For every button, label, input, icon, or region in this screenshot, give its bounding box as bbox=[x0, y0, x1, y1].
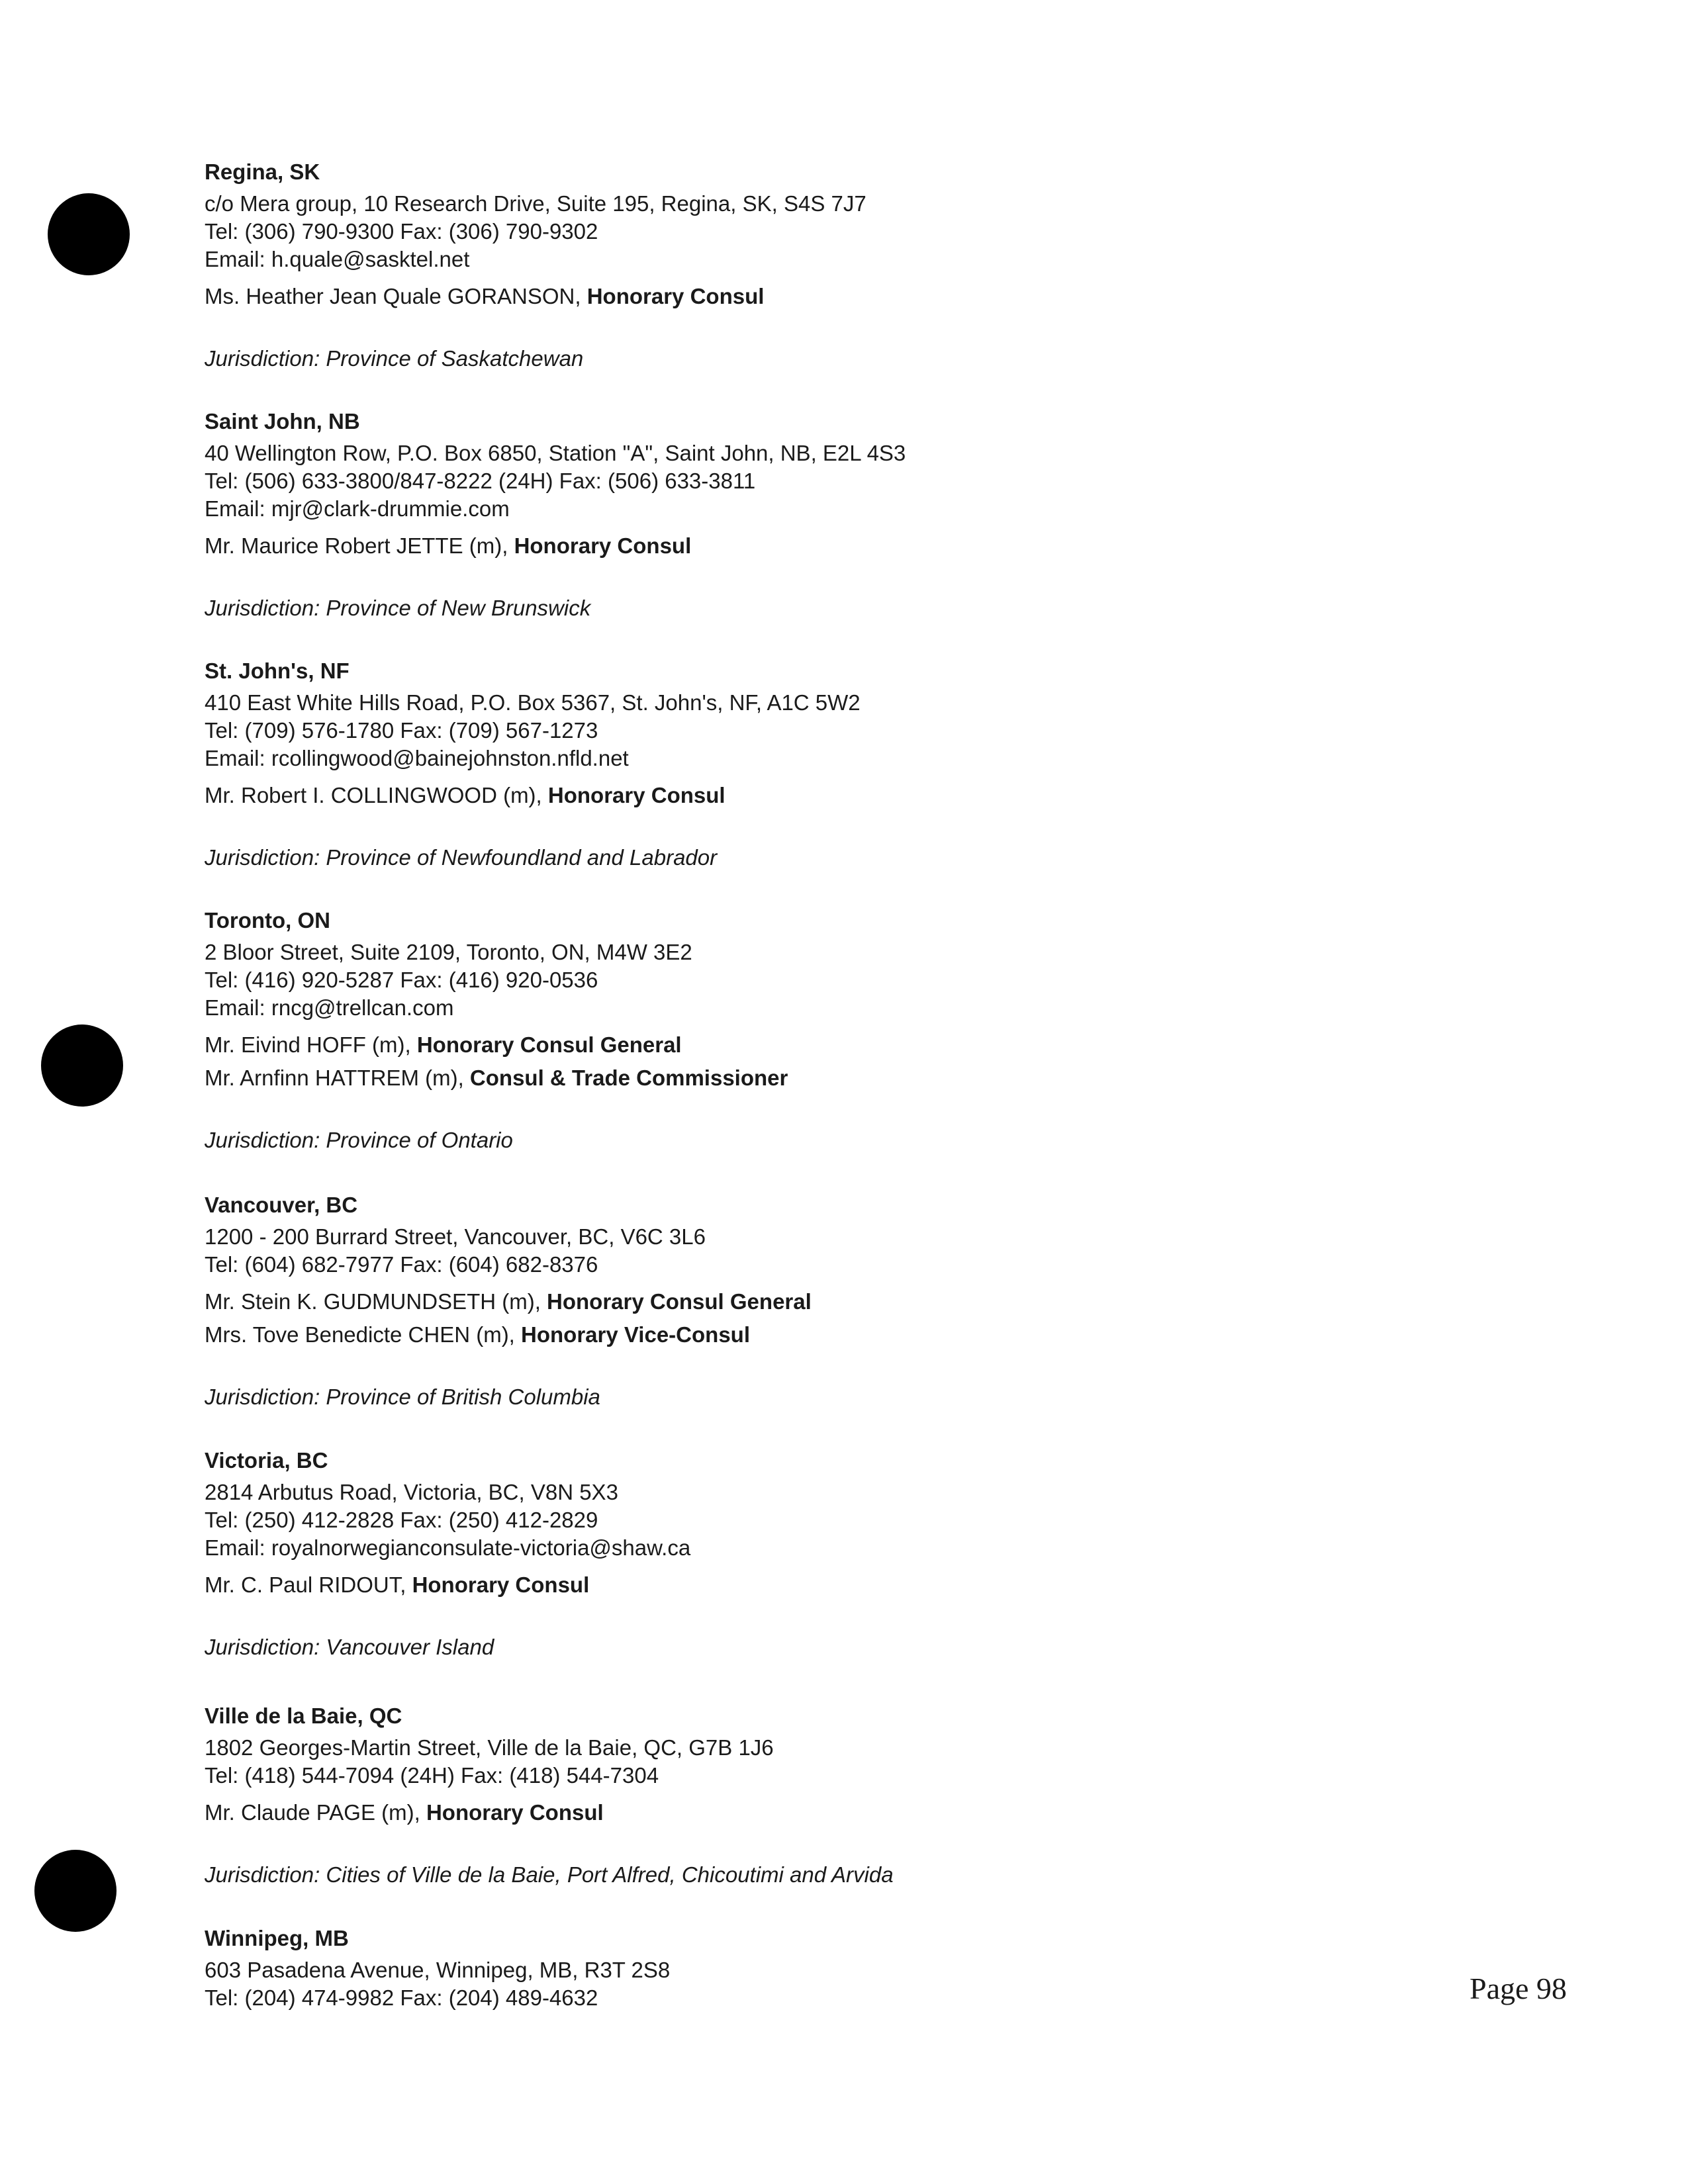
consul-line bbox=[205, 1571, 1462, 1599]
consulate-entry-ville-de-la-baie bbox=[205, 1702, 1462, 1889]
city-heading: Saint John, NB bbox=[205, 409, 360, 433]
consul-line bbox=[205, 1799, 1462, 1827]
address-line: 2814 Arbutus Road, Victoria, BC, V8N 5X3 bbox=[205, 1480, 618, 1504]
consul-role: Honorary Vice-Consul bbox=[521, 1322, 750, 1347]
consul-name: Mr. Arnfinn HATTREM (m), bbox=[205, 1066, 470, 1090]
city-heading: Toronto, ON bbox=[205, 908, 331, 933]
phone-line: Tel: (709) 576-1780 Fax: (709) 567-1273 bbox=[205, 718, 598, 743]
punch-hole-top bbox=[48, 193, 130, 275]
consul-name: Ms. Heather Jean Quale GORANSON, bbox=[205, 284, 587, 308]
consulate-entry-regina bbox=[205, 158, 1462, 373]
consul-name: Mrs. Tove Benedicte CHEN (m), bbox=[205, 1322, 522, 1347]
jurisdiction-line: Jurisdiction: Province of Newfoundland and Labrador bbox=[205, 845, 718, 870]
consul-name: Mr. C. Paul RIDOUT, bbox=[205, 1572, 412, 1597]
consulate-entry-st-johns bbox=[205, 657, 1462, 872]
consul-name: Mr. Claude PAGE (m), bbox=[205, 1800, 426, 1825]
city-heading: Vancouver, BC bbox=[205, 1193, 358, 1217]
email-line: Email: rncg@trellcan.com bbox=[205, 995, 454, 1020]
jurisdiction-line: Jurisdiction: Vancouver Island bbox=[205, 1635, 494, 1659]
address-line: 2 Bloor Street, Suite 2109, Toronto, ON, M4W 3E2 bbox=[205, 940, 692, 964]
email-line: Email: h.quale@sasktel.net bbox=[205, 247, 470, 271]
punch-hole-middle bbox=[41, 1024, 123, 1107]
city-heading: Ville de la Baie, QC bbox=[205, 1704, 402, 1728]
email-line: Email: rcollingwood@bainejohnston.nfld.net bbox=[205, 746, 629, 770]
jurisdiction-line: Jurisdiction: Province of Ontario bbox=[205, 1128, 513, 1152]
consul-line bbox=[205, 1064, 1462, 1092]
phone-line: Tel: (250) 412-2828 Fax: (250) 412-2829 bbox=[205, 1508, 598, 1532]
address-line: 1200 - 200 Burrard Street, Vancouver, BC, V6C 3L6 bbox=[205, 1224, 706, 1249]
jurisdiction-line: Jurisdiction: Province of New Brunswick bbox=[205, 596, 591, 620]
consul-name: Mr. Robert I. COLLINGWOOD (m), bbox=[205, 783, 548, 807]
address-line: c/o Mera group, 10 Research Drive, Suite 195, Regina, SK, S4S 7J7 bbox=[205, 191, 867, 216]
consul-role: Honorary Consul bbox=[412, 1572, 590, 1597]
jurisdiction-line: Jurisdiction: Cities of Ville de la Baie, Port Alfred, Chicoutimi and Arvida bbox=[205, 1862, 894, 1887]
city-heading: St. John's, NF bbox=[205, 659, 350, 683]
punch-hole-bottom bbox=[34, 1850, 117, 1932]
consul-role: Consul & Trade Commissioner bbox=[469, 1066, 788, 1090]
consul-name: Mr. Eivind HOFF (m), bbox=[205, 1032, 417, 1057]
consulate-entry-toronto bbox=[205, 907, 1462, 1154]
consulate-entry-vancouver bbox=[205, 1191, 1462, 1411]
phone-line: Tel: (604) 682-7977 Fax: (604) 682-8376 bbox=[205, 1252, 598, 1277]
consul-line bbox=[205, 1321, 1462, 1349]
consul-role: Honorary Consul General bbox=[416, 1032, 682, 1057]
jurisdiction-line: Jurisdiction: Province of Saskatchewan bbox=[205, 346, 584, 371]
consul-role: Honorary Consul General bbox=[547, 1289, 812, 1314]
address-line: 1802 Georges-Martin Street, Ville de la Baie, QC, G7B 1J6 bbox=[205, 1735, 774, 1760]
consulate-entry-winnipeg bbox=[205, 1925, 1462, 2012]
page-number: Page 98 bbox=[1470, 1972, 1567, 2005]
phone-line: Tel: (306) 790-9300 Fax: (306) 790-9302 bbox=[205, 219, 598, 244]
city-heading: Regina, SK bbox=[205, 159, 320, 184]
jurisdiction-line: Jurisdiction: Province of British Columbia bbox=[205, 1385, 600, 1409]
consul-role: Honorary Consul bbox=[547, 783, 726, 807]
consul-line bbox=[205, 782, 1462, 809]
consul-role: Honorary Consul bbox=[514, 533, 692, 558]
city-heading: Victoria, BC bbox=[205, 1448, 328, 1473]
email-line: Email: royalnorwegianconsulate-victoria@shaw.ca bbox=[205, 1535, 691, 1560]
consul-line bbox=[205, 1288, 1462, 1316]
consul-role: Honorary Consul bbox=[586, 284, 765, 308]
email-line: Email: mjr@clark-drummie.com bbox=[205, 496, 510, 521]
phone-line: Tel: (204) 474-9982 Fax: (204) 489-4632 bbox=[205, 1985, 598, 2010]
address-line: 603 Pasadena Avenue, Winnipeg, MB, R3T 2S8 bbox=[205, 1958, 671, 1982]
consul-line bbox=[205, 532, 1462, 560]
consul-name: Mr. Maurice Robert JETTE (m), bbox=[205, 533, 514, 558]
consul-line bbox=[205, 283, 1462, 310]
address-line: 40 Wellington Row, P.O. Box 6850, Station "A", Saint John, NB, E2L 4S3 bbox=[205, 441, 906, 465]
consulate-entry-victoria bbox=[205, 1447, 1462, 1661]
consul-role: Honorary Consul bbox=[426, 1800, 604, 1825]
phone-line: Tel: (506) 633-3800/847-8222 (24H) Fax: (506) 633-3811 bbox=[205, 469, 756, 493]
consul-line bbox=[205, 1031, 1462, 1059]
consul-name: Mr. Stein K. GUDMUNDSETH (m), bbox=[205, 1289, 547, 1314]
phone-line: Tel: (418) 544-7094 (24H) Fax: (418) 544-7304 bbox=[205, 1763, 659, 1788]
consulate-entry-saint-john bbox=[205, 408, 1462, 622]
phone-line: Tel: (416) 920-5287 Fax: (416) 920-0536 bbox=[205, 968, 598, 992]
city-heading: Winnipeg, MB bbox=[205, 1926, 349, 1950]
address-line: 410 East White Hills Road, P.O. Box 5367, St. John's, NF, A1C 5W2 bbox=[205, 690, 861, 715]
